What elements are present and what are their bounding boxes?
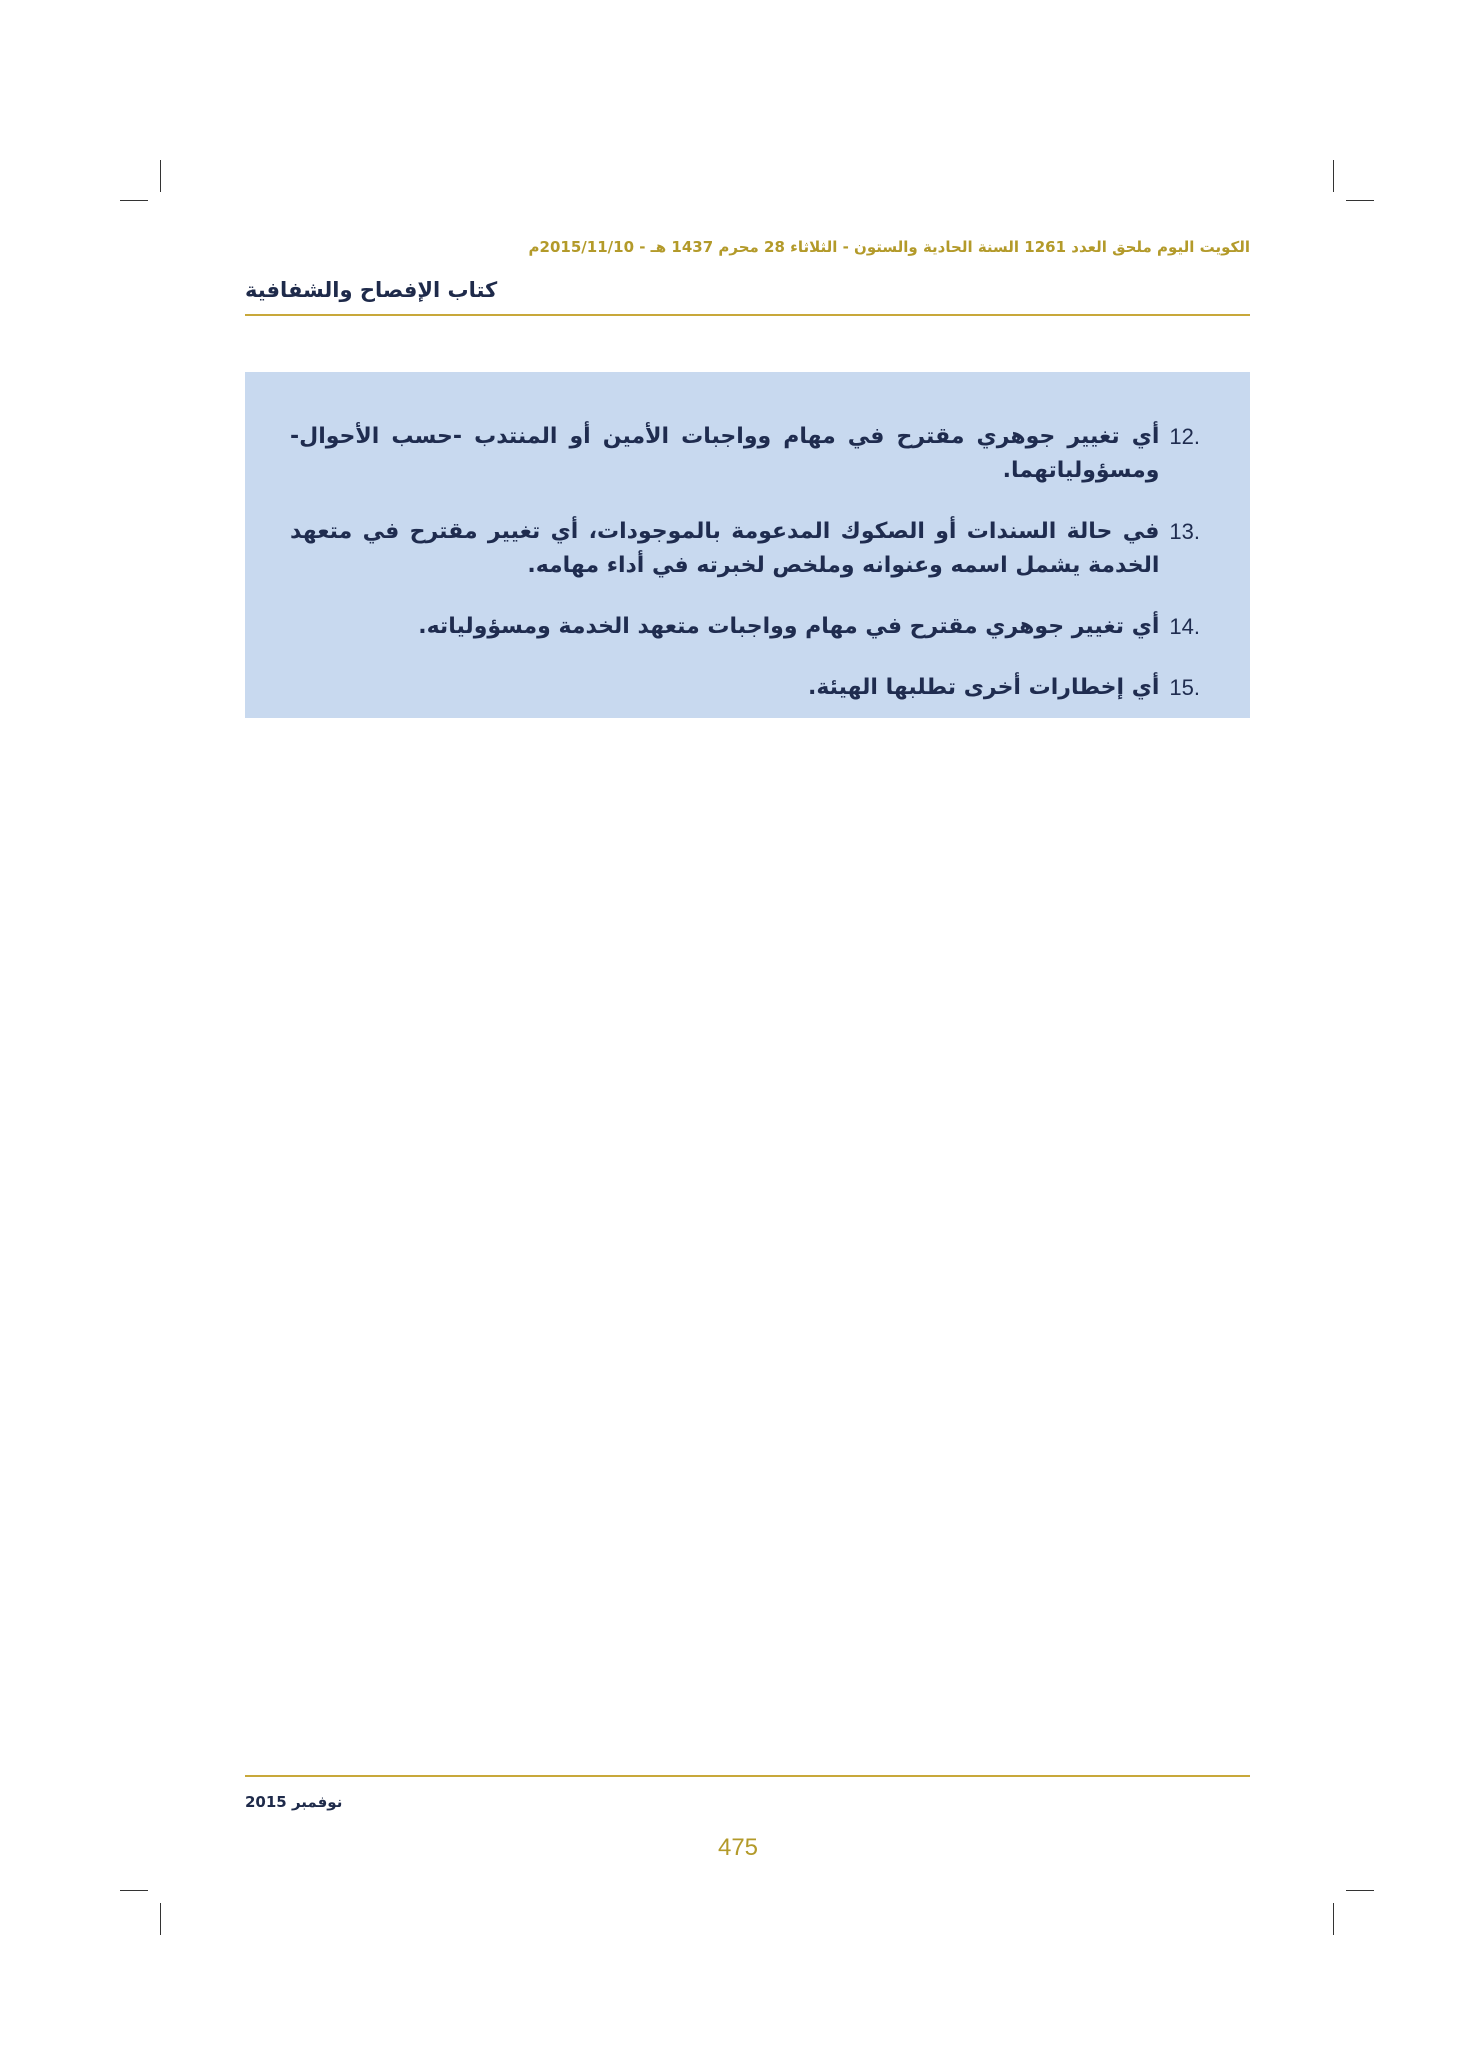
item-number: 12. [1169, 424, 1200, 449]
header-rule [245, 314, 1250, 316]
crop-mark [1333, 1903, 1334, 1935]
gazette-line: الكويت اليوم ملحق العدد 1261 السنة الحادية والستون - الثلاثاء 28 محرم 1437 هـ - 2015/11/10م [528, 238, 1250, 256]
item-number: 13. [1169, 519, 1200, 544]
crop-mark [1333, 160, 1334, 192]
book-title: كتاب الإفصاح والشفافية [245, 278, 498, 302]
gazette-header [245, 238, 1250, 256]
list-item [290, 671, 1200, 705]
list-item [290, 420, 1200, 488]
list-item [290, 515, 1200, 583]
crop-mark [120, 1890, 148, 1891]
crop-mark [1346, 1890, 1374, 1891]
crop-mark [160, 1903, 161, 1935]
list-item [290, 610, 1200, 644]
item-text: في حالة السندات أو الصكوك المدعومة بالموجودات، أي تغيير مقترح في متعهد الخدمة يشمل اسمه وعنوانه وملخص لخبرته في أداء مهامه. [290, 519, 1160, 578]
footer-month: نوفمبر 2015 [245, 1793, 343, 1811]
crop-mark [1346, 200, 1374, 201]
crop-mark [120, 200, 148, 201]
item-number: 14. [1169, 614, 1200, 639]
page-number: 475 [717, 1834, 759, 1861]
item-text: أي إخطارات أخرى تطلبها الهيئة. [807, 675, 1160, 700]
item-text: أي تغيير جوهري مقترح في مهام وواجبات الأمين أو المنتدب -حسب الأحوال- ومسؤولياتهما. [290, 424, 1160, 483]
item-number: 15. [1169, 675, 1200, 700]
item-list [290, 420, 1200, 732]
footer-rule [245, 1775, 1250, 1777]
item-text: أي تغيير جوهري مقترح في مهام وواجبات متعهد الخدمة ومسؤولياته. [418, 614, 1160, 639]
crop-mark [160, 160, 161, 192]
